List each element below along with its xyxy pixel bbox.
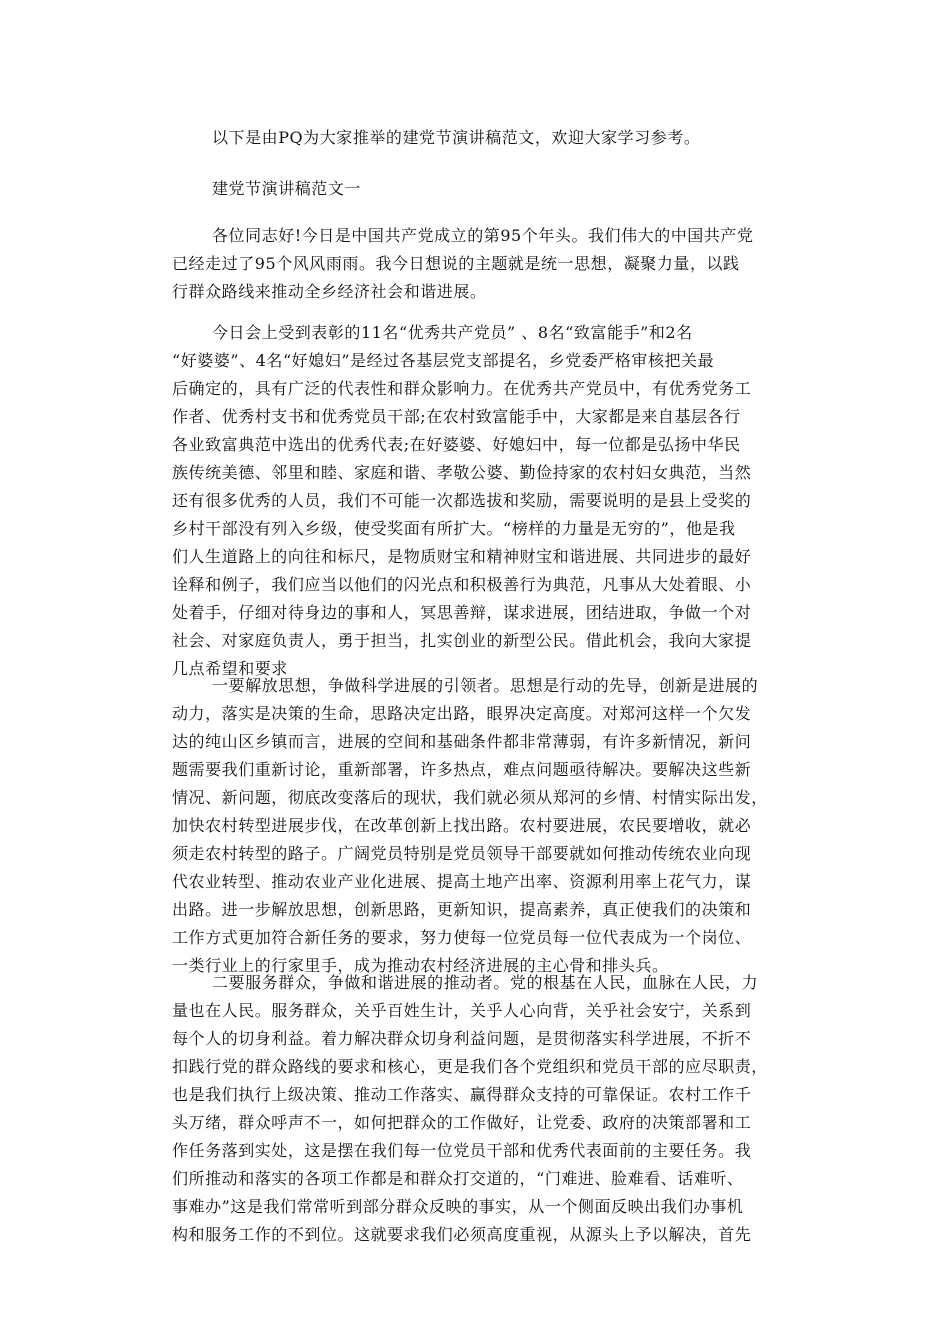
paragraph-line: 工作方式更加符合新任务的要求，努力使每一位党员每一位代表成为一个岗位、 bbox=[172, 928, 752, 947]
paragraph-4 bbox=[172, 969, 782, 1249]
paragraph-line: 一要解放思想，争做科学进展的引领者。思想是行动的先导，创新是进展的 bbox=[212, 676, 759, 695]
paragraph-line: 事难办”这是我们常常听到部分群众反映的事实，从一个侧面反映出我们办事机 bbox=[172, 1197, 744, 1216]
paragraph-line: 们人生道路上的向往和标尺，是物质财宝和精神财宝和谐进展、共同进步的最好 bbox=[172, 547, 752, 566]
paragraph-line: “好婆婆”、4名“好媳妇”是经过各基层党支部提名，乡党委严格审核把关最 bbox=[172, 351, 715, 370]
paragraph-line: 代农业转型、推动农业产业化进展、提高土地产出率、资源利用率上花气力，谋 bbox=[172, 872, 752, 891]
paragraph-line: 各业致富典范中选出的优秀代表;在好婆婆、好媳妇中，每一位都是弘扬中华民 bbox=[172, 435, 741, 454]
paragraph-line: 构和服务工作的不到位。这就要求我们必须高度重视，从源头上予以解决，首先 bbox=[172, 1225, 752, 1244]
paragraph-line: 作者、优秀村支书和优秀党员干部;在农村致富能手中，大家都是来自基层各行 bbox=[172, 407, 741, 426]
paragraph-line: 达的纯山区乡镇而言，进展的空间和基础条件都非常薄弱，有许多新情况，新问 bbox=[172, 732, 752, 751]
paragraph-3 bbox=[172, 672, 782, 980]
paragraph-line: 量也在人民。服务群众，关乎百姓生计，关乎人心向背，关乎社会安宁，关系到 bbox=[172, 1001, 752, 1020]
paragraph-line: 还有很多优秀的人员，我们不可能一次都选拔和奖励，需要说明的是县上受奖的 bbox=[172, 491, 752, 510]
paragraph-line: 一类行业上的行家里手，成为推动农村经济进展的主心骨和排头兵。 bbox=[172, 956, 669, 975]
paragraph-line: 乡村干部没有列入乡级，使受奖面有所扩大。“榜样的力量是无穷的”，他是我 bbox=[172, 519, 736, 538]
heading-text: 建党节演讲稿范文一 bbox=[212, 179, 361, 198]
paragraph-line: 们所推动和落实的各项工作都是和群众打交道的，“门难进、脸难看、话难听、 bbox=[172, 1169, 744, 1188]
paragraph-line: 头万绪，群众呼声不一，如何把群众的工作做好，让党委、政府的决策部署和工 bbox=[172, 1113, 752, 1132]
paragraph-line: 出路。进一步解放思想，创新思路，更新知识，提高素养，真正使我们的决策和 bbox=[172, 900, 752, 919]
paragraph-line: 题需要我们重新讨论，重新部署，许多热点，难点问题亟待解决。要解决这些新 bbox=[172, 760, 752, 779]
paragraph-line: 每个人的切身利益。着力解决群众切身利益问题，是贯彻落实科学进展，不折不 bbox=[172, 1029, 752, 1048]
paragraph-line: 诠释和例子，我们应当以他们的闪光点和积极善行为典范，凡事从大处着眼、小 bbox=[172, 575, 752, 594]
paragraph-line: 加快农村转型进展步伐，在改革创新上找出路。农村要进展，农民要增收，就必 bbox=[172, 816, 752, 835]
intro-paragraph bbox=[172, 124, 782, 152]
paragraph-line: 行群众路线来推动全乡经济社会和谐进展。 bbox=[172, 282, 487, 301]
paragraph-line: 动力，落实是决策的生命，思路决定出路，眼界决定高度。对郑河这样一个欠发 bbox=[172, 704, 752, 723]
paragraph-line: 处着手，仔细对待身边的事和人，冥思善辩，谋求进展，团结进取，争做一个对 bbox=[172, 603, 752, 622]
document-heading bbox=[172, 175, 782, 203]
paragraph-line: 几点希望和要求 bbox=[172, 659, 288, 678]
paragraph-line: 社会、对家庭负责人，勇于担当，扎实创业的新型公民。借此机会，我向大家提 bbox=[172, 631, 752, 650]
paragraph-line: 族传统美德、邻里和睦、家庭和谐、孝敬公婆、勤俭持家的农村妇女典范，当然 bbox=[172, 463, 752, 482]
paragraph-line: 已经走过了95个风风雨雨。我今日想说的主题就是统一思想，凝聚力量，以践 bbox=[172, 254, 740, 273]
paragraph-line: 须走农村转型的路子。广阔党员特别是党员领导干部要就如何推动传统农业向现 bbox=[172, 844, 752, 863]
paragraph-line: 今日会上受到表彰的11名“优秀共产党员” 、8名“致富能手”和2名 bbox=[212, 323, 693, 342]
paragraph-line: 后确定的，具有广泛的代表性和群众影响力。在优秀共产党员中，有优秀党务工 bbox=[172, 379, 752, 398]
paragraph-line: 各位同志好!今日是中国共产党成立的第95个年头。我们伟大的中国共产党 bbox=[212, 226, 754, 245]
paragraph-line: 扣践行党的群众路线的要求和核心，更是我们各个党组织和党员干部的应尽职责， bbox=[172, 1057, 768, 1076]
paragraph-1 bbox=[172, 222, 782, 306]
intro-text: 以下是由PQ为大家推举的建党节演讲稿范文，欢迎大家学习参考。 bbox=[212, 128, 701, 147]
paragraph-line: 作任务落到实处，这是摆在我们每一位党员干部和优秀代表面前的主要任务。我 bbox=[172, 1141, 752, 1160]
paragraph-2 bbox=[172, 319, 782, 683]
paragraph-line: 情况、新问题，彻底改变落后的现状，我们就必须从郑河的乡情、村情实际出发， bbox=[172, 788, 768, 807]
paragraph-line: 也是我们执行上级决策、推动工作落实、赢得群众支持的可靠保证。农村工作千 bbox=[172, 1085, 752, 1104]
paragraph-line: 二要服务群众，争做和谐进展的推动者。党的根基在人民，血脉在人民，力 bbox=[212, 973, 759, 992]
